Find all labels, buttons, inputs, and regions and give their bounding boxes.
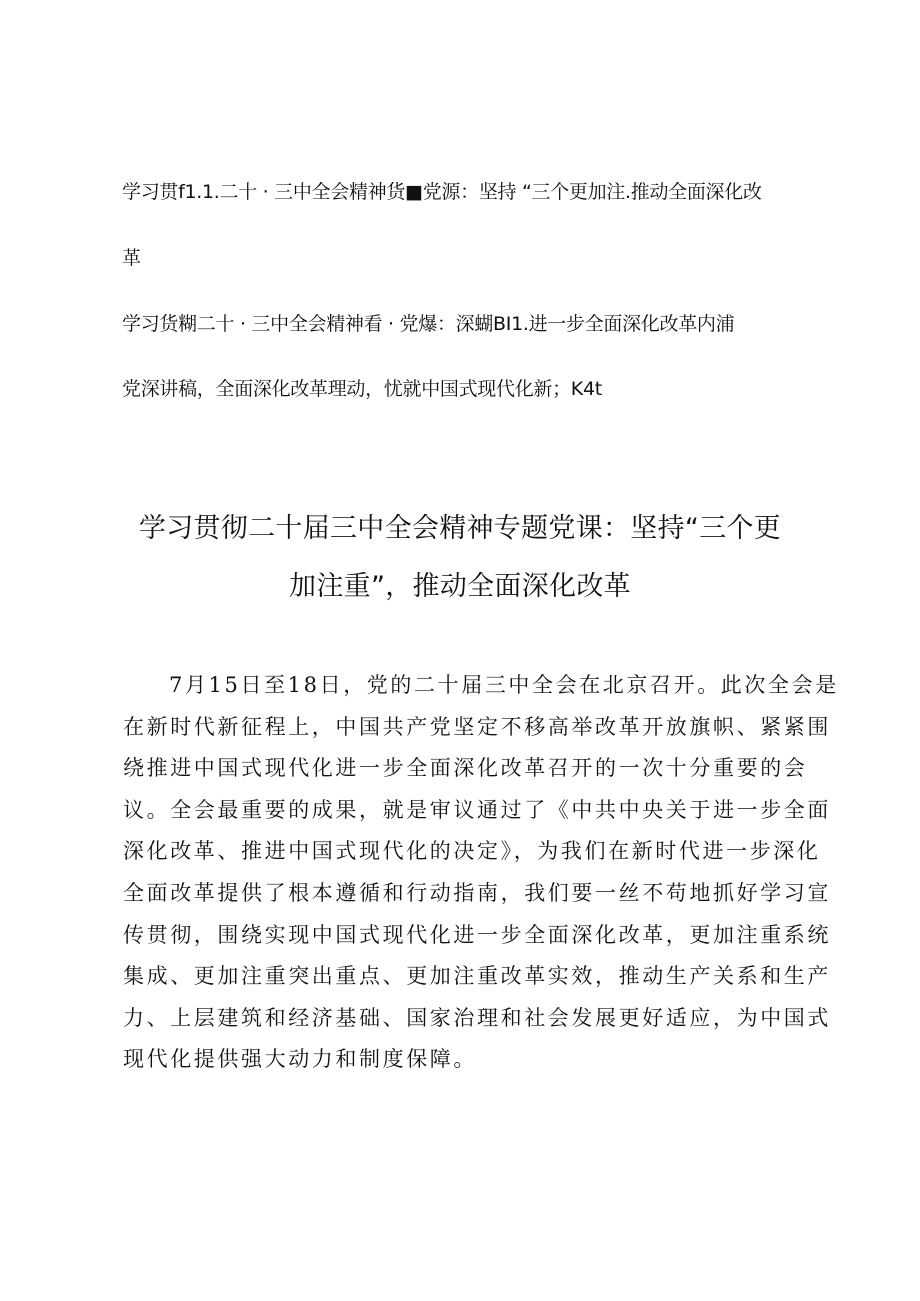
- paragraph-line: 绕推进中国式现代化进一步全面深化改革召开的一次十分重要的会: [123, 756, 808, 781]
- paragraph-line: 7月15日至18日，党的二十届三中全会在北京召开。此次全会是: [169, 673, 839, 697]
- paragraph-line: 议。全会最重要的成果，就是审议通过了《中共中央关于进一步全面: [123, 797, 831, 822]
- toc-entry-2: 学习货糊二十 · 三中全会精神看 · 党爆：深蝴BI1.进一步全面深化改革内浦: [122, 313, 735, 335]
- toc-entry-1-continued: 革: [122, 247, 141, 269]
- paragraph-line: 力、上层建筑和经济基础、国家治理和社会发展更好适应，为中国式: [123, 1005, 831, 1030]
- title-line-1: 学习贯彻二十届三中全会精神专题党课：坚持“三个更: [138, 513, 782, 544]
- document-title: [100, 500, 820, 616]
- paragraph-line: 现代化提供强大动力和制度保障。: [123, 1047, 477, 1072]
- paragraph-line: 深化改革、推进中国式现代化的决定》，为我们在新时代进一步深化: [123, 839, 821, 864]
- paragraph-line: 全面改革提供了根本遵循和行动指南，我们要一丝不苟地抓好学习宣: [123, 880, 831, 905]
- paragraph-line: 在新时代新征程上，中国共产党坚定不移高举改革开放旗帜、紧紧围: [123, 714, 831, 739]
- paragraph-line: 传贯彻，围绕实现中国式现代化进一步全面深化改革，更加注重系统: [123, 922, 831, 947]
- toc-entry-1: 学习贯f1.1.二十 · 三中全会精神货■党源：坚持 “三个更加注.推动全面深化改: [122, 181, 762, 203]
- toc-entry-3: 党深讲稿，全面深化改革理动，忧就中国式现代化新；K4t: [122, 378, 602, 400]
- body-paragraph: [123, 665, 839, 1081]
- title-line-2: 加注重”，推动全面深化改革: [289, 571, 631, 602]
- paragraph-line: 集成、更加注重突出重点、更加注重改革实效，推动生产关系和生产: [123, 964, 831, 989]
